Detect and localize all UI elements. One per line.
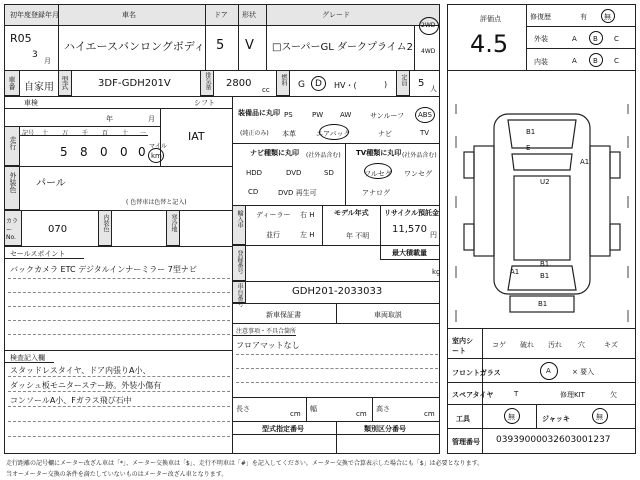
- attention: フロアマットなし: [236, 341, 300, 350]
- displacement: 2800: [226, 78, 252, 89]
- exterior-label: 外装: [534, 35, 548, 43]
- mark-4: A1: [510, 268, 520, 276]
- car-right-side: [590, 146, 610, 256]
- mileage-digit: 8: [80, 145, 88, 159]
- nav-cd: CD: [248, 188, 259, 196]
- dim-height-unit: cm: [424, 410, 435, 418]
- capacity: 5: [418, 78, 425, 89]
- equip-airbag: エアバック: [316, 130, 351, 138]
- tools-value: 無: [508, 413, 515, 421]
- interior-sheet-label: 室内シート: [452, 337, 473, 355]
- inspect-label: 車検: [24, 99, 38, 107]
- color-no-label: カラーNo.: [6, 218, 19, 241]
- maintenance: 新車保証書: [266, 311, 301, 319]
- wheel-rr: [610, 224, 620, 250]
- doors: 5: [216, 38, 225, 53]
- inspector-note-line: ダッシュ板モニターステー跡。外装小傷有: [10, 381, 162, 390]
- displacement-unit: cc: [262, 86, 270, 94]
- import-dealer: ディーラー: [256, 211, 291, 219]
- model-year-label: モデル年式: [334, 209, 369, 217]
- exterior-c: C: [614, 35, 619, 43]
- attention-label: 注意事項・不具合箇所: [236, 328, 297, 335]
- equip-tv: TV: [420, 129, 430, 137]
- mileage-unit-header: 一: [140, 130, 147, 137]
- frame: GDH201-2033033: [292, 286, 383, 297]
- mark-7: B1: [540, 272, 550, 280]
- wheel-fr: [610, 152, 620, 178]
- wheel-rl: [464, 224, 474, 250]
- spare-kit: 修理KIT: [560, 391, 585, 399]
- plate-type: 自家用: [24, 82, 54, 93]
- color-label: 外装色: [9, 172, 17, 193]
- plate-label: 車番: [8, 76, 16, 90]
- mileage-mile: マイル: [149, 143, 167, 150]
- mgmt-label: 管理番号: [452, 438, 480, 446]
- spare-label: スペアタイヤ: [452, 391, 494, 399]
- car-hood: [508, 120, 576, 148]
- grade: □スーパーGL ダークプライム2: [272, 42, 414, 53]
- mileage-unit-header: 十: [122, 130, 129, 137]
- fuel-d: D: [315, 79, 322, 89]
- frame-label: 車台番号: [236, 283, 243, 307]
- glass-label: フロントガラス: [452, 369, 501, 377]
- color-no: 070: [48, 224, 68, 235]
- nav-dvd: DVD: [286, 169, 302, 177]
- equip-abs: ABS: [418, 111, 432, 119]
- dim-width: 幅: [310, 405, 317, 413]
- import-parallel: 並行: [266, 231, 280, 239]
- spare-t: T: [514, 390, 519, 398]
- dim-length: 長さ: [236, 405, 250, 413]
- equip-sunroof: サンルーフ: [370, 112, 405, 120]
- equip-aw: AW: [340, 111, 352, 119]
- shape-label: 形状: [242, 11, 256, 19]
- first-reg-month: 3: [32, 50, 38, 60]
- fuel-close: ): [384, 80, 388, 89]
- tv-oneseg: ワンセグ: [404, 170, 432, 178]
- dim-length-unit: cm: [290, 410, 301, 418]
- mark-3: U2: [540, 178, 550, 186]
- mileage-label: 走行: [9, 136, 17, 150]
- inspector-note-line: コンソールA小、Fガラス飛び石中: [10, 396, 132, 405]
- mark-0: B1: [526, 128, 536, 136]
- first-reg-month-unit: 月: [44, 57, 51, 65]
- shift-label: シフト: [194, 99, 215, 107]
- manual: 車両取説: [374, 311, 402, 319]
- grade-label: グレード: [322, 11, 350, 19]
- equip-navi: ナビ: [378, 130, 392, 138]
- nav-hdd: HDD: [246, 169, 263, 177]
- equip-pw: PW: [312, 111, 324, 119]
- footer-line-1: 走行距離の記号欄にメーター改ざん車は「*」、メーター交換車は「$」、走行不明車は「#」を記入してください。メーター交換で合算表示した場合にも「$」は必要となります。: [6, 460, 484, 467]
- inspector-note-line: スタッドレスタイヤ、ドア内張りA小、: [10, 366, 151, 375]
- sales-text: バックカメラ ETC デジタルインナーミラー 7型ナビ: [10, 265, 197, 274]
- car-damage-diagram: [450, 96, 634, 328]
- fuel-label: 燃料: [280, 74, 287, 86]
- sales-label: セールスポイント: [10, 250, 66, 258]
- interior-a: A: [572, 57, 577, 65]
- wheel-fl: [464, 152, 474, 178]
- mark-1: E: [526, 144, 531, 152]
- door-label: ドア: [214, 11, 228, 19]
- mileage-digit: 0: [138, 145, 146, 159]
- nav-dvd-play: DVD 再生可: [278, 189, 317, 197]
- nav-sd: SD: [324, 169, 334, 177]
- equip-leather: 本革: [282, 130, 296, 138]
- interior-label: 内装: [534, 58, 548, 66]
- coldarea-label: 寒冷地: [170, 214, 177, 232]
- recycle-unit: 円: [430, 231, 437, 239]
- mark-5: B1: [540, 260, 550, 268]
- car-roof: [514, 176, 570, 260]
- fuel-hv: HV・(: [334, 81, 357, 90]
- interior-sheet-item: キズ: [604, 341, 618, 349]
- dim-height: 高さ: [376, 405, 390, 413]
- tv-title: TV種類に丸印: [356, 149, 402, 157]
- repair-label: 修復歴: [530, 13, 551, 21]
- max-load-label: 最大積載量: [392, 249, 427, 257]
- car-name: ハイエースバンロングボディ: [64, 40, 205, 53]
- mileage-unit-header: 十: [42, 130, 49, 137]
- footer-line-2: 当オーメーター交換の条件を満たしていないものはメーター改ざん車となります。: [6, 471, 228, 478]
- tv-fullseg: フルセグ: [364, 170, 392, 178]
- shift: IAT: [188, 130, 205, 143]
- color: パール: [36, 178, 66, 189]
- inspect-year: 年: [106, 115, 113, 123]
- repair-yes: 有: [580, 13, 587, 21]
- jack-label: ジャッキ: [542, 415, 570, 423]
- capacity-unit: 人: [430, 85, 437, 93]
- class-label: 類別区分番号: [364, 425, 406, 433]
- drive-4wd: 4WD: [421, 48, 436, 55]
- equip-subtitle: (純正のみ): [240, 130, 269, 137]
- inspector-label: 検査記入欄: [10, 354, 45, 362]
- score-value: 4.5: [470, 30, 509, 58]
- spare-none: 欠: [610, 391, 617, 399]
- glass-a: A: [546, 367, 551, 375]
- equip-ps: PS: [284, 111, 293, 119]
- mark-2: A1: [580, 158, 590, 166]
- tv-sub: (社外品含む): [402, 152, 437, 159]
- mileage-unit-header: 千: [82, 130, 89, 137]
- mileage-unit-header: 万: [62, 130, 69, 137]
- mileage-unit-header: 記号: [22, 130, 35, 137]
- capacity-label: 定員: [400, 74, 407, 86]
- diagram-ticks: [456, 104, 628, 322]
- interior-sheet-item: 破れ: [520, 341, 534, 349]
- trim-label: 内装色: [102, 214, 109, 232]
- interior-sheet-item: 汚れ: [548, 341, 562, 349]
- import-label: 輸入車: [236, 210, 243, 228]
- fuel-g: G: [298, 80, 305, 90]
- model-label: 型式: [61, 76, 69, 90]
- mileage-unit-header: 百: [102, 130, 109, 137]
- interior-sheet-item: コゲ: [492, 341, 506, 349]
- mark-6: B1: [538, 300, 548, 308]
- score-label: 評価点: [480, 15, 501, 23]
- reg-label: 登録番号: [236, 250, 243, 274]
- shape: V: [245, 38, 254, 53]
- displacement-label: 排気量: [204, 72, 211, 90]
- car-name-label: 車名: [122, 11, 136, 19]
- mileage-digit: 0: [100, 145, 108, 159]
- dim-width-unit: cm: [356, 410, 367, 418]
- car-windshield: [512, 154, 572, 170]
- color-note: ( 色替車は色替と記入): [126, 199, 187, 206]
- mileage-digit: 0: [120, 145, 128, 159]
- interior-sheet-item: 穴: [578, 341, 585, 349]
- recycle-label: リサイクル預託金: [384, 209, 440, 217]
- mileage-km: km: [151, 152, 162, 160]
- type-label: 型式指定番号: [262, 425, 304, 433]
- interior-b: B: [593, 57, 598, 65]
- jack-value: 無: [596, 413, 603, 421]
- interior-c: C: [614, 57, 619, 65]
- equip-title: 装備品に丸印: [238, 109, 280, 117]
- exterior-a: A: [572, 35, 577, 43]
- nav-title: ナビ種類に丸印: [250, 149, 299, 157]
- exterior-b: B: [593, 35, 598, 43]
- glass-note: × 要入: [572, 368, 595, 376]
- first-reg-era: R05: [10, 32, 32, 45]
- tools-label: 工具: [456, 415, 470, 423]
- drive-2wd: 2WD: [421, 22, 436, 29]
- mgmt-value: 03939000032603001237: [496, 435, 611, 445]
- first-reg-label: 初年度登録年月: [10, 11, 59, 19]
- mileage-digit: 5: [60, 145, 68, 159]
- model: 3DF-GDH201V: [98, 78, 171, 89]
- handle-right: 右 H: [300, 211, 315, 219]
- handle-left: 左 H: [300, 231, 315, 239]
- recycle: 11,570: [392, 224, 427, 235]
- model-year: 年 不明: [346, 232, 370, 240]
- inspect-month: 月: [148, 115, 155, 123]
- nav-sub: (社外品含む): [306, 152, 341, 159]
- max-load-unit: kg: [432, 268, 441, 276]
- car-left-side: [474, 146, 494, 256]
- tv-analog: アナログ: [362, 189, 390, 197]
- repair-no: 無: [604, 13, 611, 21]
